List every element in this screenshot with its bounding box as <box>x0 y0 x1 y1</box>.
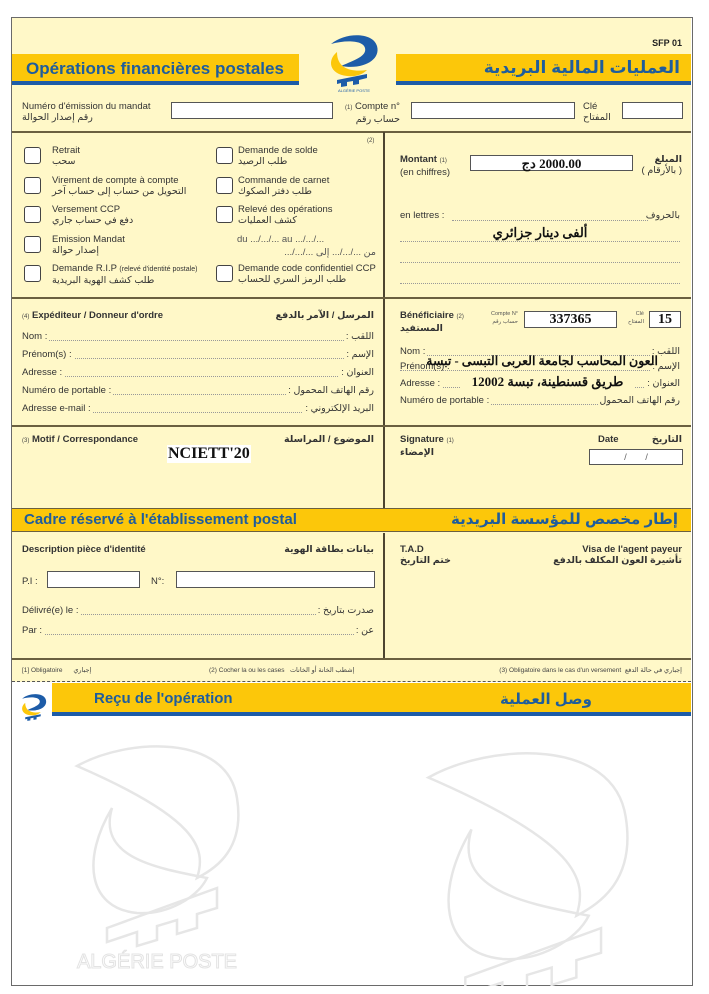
title-ar: العمليات المالية البريدية <box>483 58 680 77</box>
watermark-logo-icon <box>397 743 657 986</box>
svg-text:ALGÉRIE POSTE: ALGÉRIE POSTE <box>337 88 371 93</box>
amount-digits-input[interactable]: 2000.00 دج <box>470 155 633 171</box>
form-code: SFP 01 <box>652 38 682 48</box>
checkbox[interactable] <box>216 147 233 164</box>
amount-letters-value[interactable]: ألفى دينار جزائري <box>492 225 588 240</box>
column-divider <box>383 533 385 658</box>
emission-input[interactable] <box>171 102 333 119</box>
checkbox[interactable] <box>24 236 41 253</box>
sender-field-email[interactable]: Adresse e-mail : البريد الإلكتروني : <box>22 403 374 414</box>
watermark-logo-right <box>397 743 657 986</box>
dotted-line <box>400 262 680 263</box>
beneficiary-cle-input[interactable]: 15 <box>649 311 681 328</box>
title-fr: Opérations financières postales <box>26 59 284 78</box>
checkbox[interactable] <box>24 177 41 194</box>
beneficiary-compte-label: Compte N° حساب رقم <box>491 311 518 325</box>
algerie-poste-logo <box>323 30 385 94</box>
footnote-2: (2) Cocher la ou les cases إشطب الخانة أو الخانات <box>209 667 355 674</box>
column-divider <box>383 132 385 508</box>
divider <box>12 297 691 299</box>
tad-label: T.A.D ختم التاريخ <box>400 544 451 566</box>
title-underline-ar <box>396 81 691 85</box>
cle-input[interactable] <box>622 102 683 119</box>
beneficiary-field-prenom[interactable]: Prénom(s) : الإسم : العون المحاسب لجامعة العربى التبسى - تبسة <box>400 354 680 372</box>
footnote-1: [1] Obligatoire إجباري <box>22 667 92 674</box>
id-title-ar: بيانات بطاقة الهوية <box>284 544 374 555</box>
divider <box>12 658 691 660</box>
dotted-line <box>452 220 648 221</box>
cle-label: Clé المفتاح <box>583 101 611 123</box>
beneficiary-compte-input[interactable]: 337365 <box>524 311 617 328</box>
beneficiary-title: Bénéficiaire (2) المستفيد <box>400 310 464 334</box>
postal-title-ar: إطار مخصص للمؤسسة البريدية <box>451 511 678 528</box>
sender-field-adresse[interactable]: Adresse : العنوان : <box>22 367 374 378</box>
beneficiary-cle-label: Clé المفتاح <box>627 311 644 325</box>
checkbox[interactable] <box>216 265 233 282</box>
beneficiary-fields <box>400 344 680 410</box>
pi-input[interactable] <box>47 571 140 588</box>
sender-fields <box>22 329 374 419</box>
motif-title-ar: الموضوع / المراسلة <box>283 434 374 445</box>
sender-field-nom[interactable]: Nom : اللقب : <box>22 331 374 342</box>
logo-icon <box>323 30 385 94</box>
beneficiary-field-portable[interactable]: Numéro de portable : رقم الهاتف المحمول <box>400 395 680 406</box>
divider <box>12 425 691 427</box>
receipt-title-fr: Reçu de l'opération <box>94 690 233 707</box>
compte-input[interactable] <box>411 102 575 119</box>
par-field[interactable]: Par : عن : <box>22 625 374 636</box>
num-label: N°: <box>151 576 165 587</box>
operations-note: (2) <box>367 138 375 144</box>
date-label: Date <box>598 434 619 445</box>
dotted-line <box>400 283 680 284</box>
checkbox[interactable] <box>24 206 41 223</box>
pi-label: P.I : <box>22 576 38 587</box>
compte-label: (1) Compte n° حساب رقم <box>345 101 400 125</box>
receipt-title-ar: وصل العملية <box>499 691 592 708</box>
date-input[interactable]: / / <box>589 449 683 465</box>
watermark-logo-left <box>57 738 257 973</box>
date-label-ar: التاريخ <box>651 434 682 445</box>
cut-line <box>12 681 691 682</box>
checkbox[interactable] <box>24 265 41 282</box>
motif-title: (3) Motif / Correspondance <box>22 434 139 445</box>
receipt-logo <box>18 688 50 728</box>
id-title: Description pièce d'identité <box>22 544 146 555</box>
footnote-3: (3) Obligatoire dans le cas d'un versement إجباري في حالة الدفع <box>499 667 682 674</box>
period-ar: من .../.../... إلى .../.../... <box>284 247 376 258</box>
delivered-field[interactable]: Délivré(e) le : صدرت بتاريخ : <box>22 605 374 616</box>
amount-label: Montant (1) (en chiffres) <box>400 154 450 178</box>
num-input[interactable] <box>176 571 375 588</box>
letters-label: en lettres : <box>400 210 445 221</box>
amount-label-ar: المبلغ ( بالأرقام ) <box>641 154 682 176</box>
sender-title: (4) Expéditeur / Donneur d'ordre <box>22 310 164 321</box>
sender-title-ar: المرسل / الآمر بالدفع <box>275 310 374 321</box>
postal-form: SFP 01 Opérations financières postales العمليات المالية البريدية ALGÉRIE POSTE Numéro d'émission du mandat رقم إصدار الحوالة (1) Compte n° حساب رقم Clé المفتاح (2) Retrait سحب Virement de compte à compte التحويل من حساب إلى حساب آخر Versement CCP دفع في حساب جاري Emission Mandat إصدار حوالة Demande R.I.P (relevé d'identité postale) طلب كشف الهوية البريدية Demande de solde طلب الرصيد Commande de carnet طلب دفتر الصكوك Relevé des opérations كشف العمليات du .../.../... au .../.../... من .../.../... إلى .../.../... Demande code confidentiel CCP طلب الرمز السري للحساب Montant (1) (en chiffres) 2000.00 دج المبلغ ( بالأرقام ) en lettres : بالحروف ألفى دينار جزائري (4) Expéditeur / Donneur d'ordre المرسل / الآمر بالدفع Nom : اللقب : Prénom(s) : الإسم : Adresse : العنوان : Numéro de portable : رقم الهاتف المحمول : Adresse e-mail : البريد الإلكتروني : Bénéficiaire (2) المستفيد Compte N° حساب رقم 337365 Clé المفتاح 15 Nom : اللقب : Prénom(s) : الإسم : العون المحاسب لجامعة العربى التبسى - تبسة Adresse : العنوان : طريق قسنطينة، تبسة 12002 Numéro de portable : رقم الهاتف المحمول (3) Motif / Correspondance الموضوع / المراسلة NCIETT'20 Signature (1) الإمضاء Date التاريخ / / Cadre réservé à l'établissement postal إطار مخصص للمؤسسة البريدية Description pièce d'identité بيانات بطاقة الهوية P.I : N°: Délivré(e) le : صدرت بتاريخ : Par : عن : T.A.D ختم التاريخ Visa de l'agent payeur تأشيرة العون المكلف بالدفع [1] Obligatoire إجباري (2) Cocher la ou les cases إشطب الخانة أو الخانات (3) Obligatoire dans le cas d'un versement إجباري في حالة الدفع Reçu de l'opération وصل العملية ALGÉRIE POSTE <box>11 17 693 986</box>
checkbox[interactable] <box>24 147 41 164</box>
svg-text:ALGÉRIE POSTE: ALGÉRIE POSTE <box>76 951 238 973</box>
beneficiary-field-nom[interactable]: Nom : اللقب : <box>400 346 680 357</box>
beneficiary-address-value: طريق قسنطينة، تبسة 12002 <box>460 374 635 390</box>
signature-label: Signature (1) الإمضاء <box>400 434 454 458</box>
receipt-underline <box>52 712 691 716</box>
watermark-logo-icon <box>57 738 257 973</box>
postal-title-fr: Cadre réservé à l'établissement postal <box>24 511 297 528</box>
checkbox[interactable] <box>216 206 233 223</box>
letters-label-ar: بالحروف <box>645 210 680 221</box>
visa-label: Visa de l'agent payeur تأشيرة العون المكلف بالدفع <box>553 544 682 566</box>
motif-value[interactable]: NCIETT'20 <box>168 445 250 462</box>
emission-label: Numéro d'émission du mandat رقم إصدار الحوالة <box>22 101 151 123</box>
divider <box>12 131 691 133</box>
logo-icon <box>18 688 50 728</box>
beneficiary-field-adresse[interactable]: Adresse : العنوان : طريق قسنطينة، تبسة 12002 <box>400 374 680 389</box>
checkbox[interactable] <box>216 177 233 194</box>
beneficiary-name-value: العون المحاسب لجامعة العربى التبسى - تبسة <box>426 354 658 368</box>
dotted-line <box>400 241 680 242</box>
sender-field-prenom[interactable]: Prénom(s) : الإسم : <box>22 349 374 360</box>
sender-field-portable[interactable]: Numéro de portable : رقم الهاتف المحمول : <box>22 385 374 396</box>
period-fr: du .../.../... au .../.../... <box>237 234 325 245</box>
title-underline-fr <box>12 81 299 85</box>
